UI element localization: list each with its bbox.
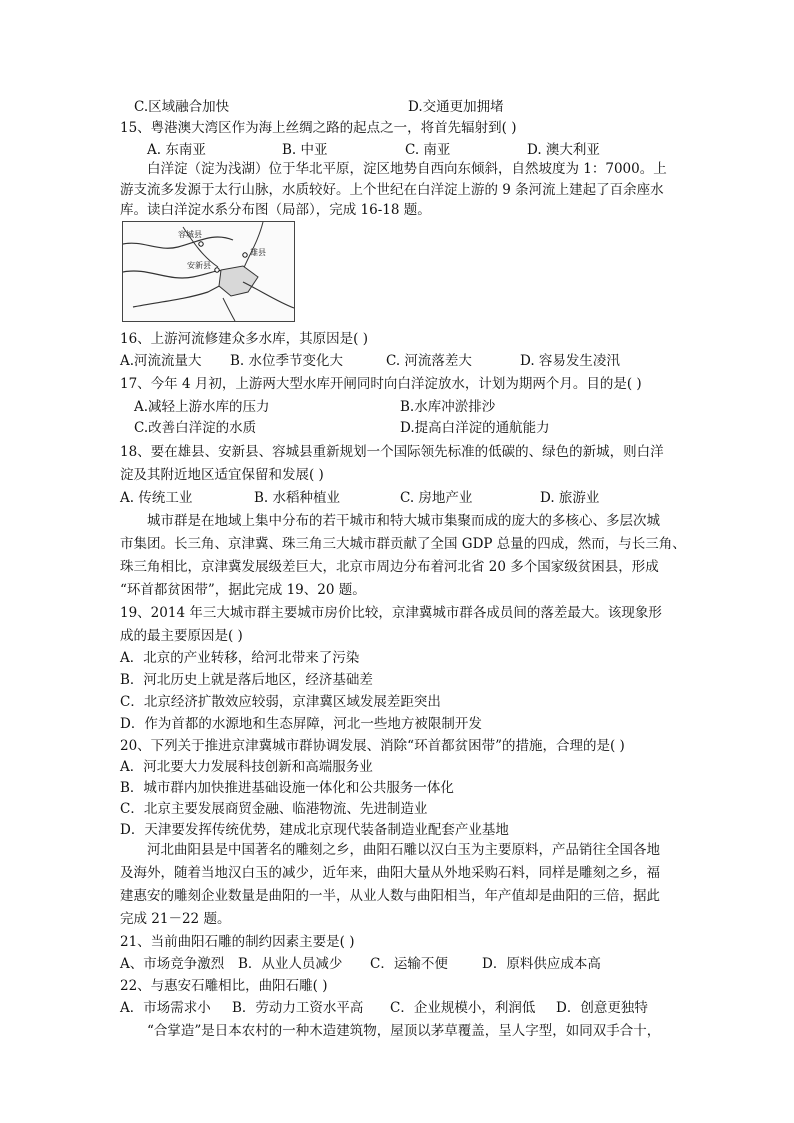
q18-option-d: D. 旅游业	[540, 490, 600, 506]
passage-4-line-1: “合掌造”是日本农村的一种木造建筑物，屋顶以茅草覆盖，呈人字型，如同双手合十，	[147, 1023, 661, 1039]
q17-option-a: A.减轻上游水库的压力	[134, 399, 270, 415]
river-line	[223, 298, 235, 321]
q22-option-d: D．创意更独特	[556, 1000, 648, 1016]
q17-option-b: B.水库冲淤排沙	[400, 399, 496, 415]
q15-option-b: B. 中亚	[282, 142, 328, 158]
q19-option-a: A．北京的产业转移，给河北带来了污染	[120, 650, 360, 666]
q17-option-d: D.提高白洋淀的通航能力	[400, 420, 550, 436]
passage-3-line-4: 完成 21－22 题。	[120, 911, 231, 927]
town-marker	[243, 253, 247, 257]
river-map-drawing	[123, 222, 294, 321]
question-15: 15、粤港澳大湾区作为海上丝绸之路的起点之一，将首先辐射到( )	[120, 120, 517, 136]
q20-option-d: D．天津要发挥传统优势，建成北京现代装备制造业配套产业基地	[120, 822, 509, 838]
question-19-line-2: 成的最主要原因是( )	[120, 628, 243, 644]
question-21: 21、当前曲阳石雕的制约因素主要是( )	[120, 934, 355, 950]
passage-3-line-3: 建惠安的雕刻企业数量是曲阳的一半，从业人数与曲阳相当，年产值却是曲阳的三倍，据此	[120, 888, 660, 904]
q21-option-a: A、市场竞争激烈	[120, 956, 225, 972]
question-22: 22、与惠安石雕相比，曲阳石雕( )	[120, 978, 328, 994]
baiyangdian-river-map	[122, 221, 295, 322]
q22-option-c: C．企业规模小，利润低	[390, 1000, 536, 1016]
passage-2-line-2: 市集团。长三角、京津冀、珠三角三大城市群贡献了全国 GDP 总量的四成，然而，与长三角、	[120, 536, 686, 552]
passage-3-line-2: 及海外，随着当地汉白玉的减少，近年来，曲阳大量从外地采购石料，同样是雕刻之乡，福	[120, 865, 660, 881]
passage-2-line-1: 城市群是在地域上集中分布的若干城市和特大城市集聚而成的庞大的多核心、多层次城	[147, 513, 660, 529]
map-label-rongcheng: 容城县	[178, 230, 202, 239]
q21-option-d: D．原料供应成本高	[482, 956, 601, 972]
q19-option-b: B．河北历史上就是落后地区，经济基础差	[120, 672, 373, 688]
q22-option-a: A．市场需求小	[120, 1000, 211, 1016]
question-18-line-1: 18、要在雄县、安新县、容城县重新规划一个国际领先标准的低碳的、绿色的新城，则白洋	[120, 444, 664, 460]
q16-option-c: C. 河流落差大	[386, 353, 472, 369]
passage-2-line-3: 珠三角相比，京津冀发展级差巨大，北京市周边分布着河北省 20 多个国家级贫困县，形成	[120, 559, 659, 575]
question-18-line-2: 淀及其附近地区适宜保留和发展( )	[120, 467, 324, 483]
q18-option-c: C. 房地产业	[400, 490, 473, 506]
q20-option-c: C．北京主要发展商贸金融、临港物流、先进制造业	[120, 801, 428, 817]
q21-option-b: B．从业人员减少	[238, 956, 343, 972]
passage-1-line-3: 库。读白洋淀水系分布图（局部），完成 16-18 题。	[120, 202, 431, 218]
passage-3-line-1: 河北曲阳县是中国著名的雕刻之乡，曲阳石雕以汉白玉为主要原料，产品销往全国各地	[147, 842, 660, 858]
river-line	[133, 284, 223, 307]
q20-option-b: B．城市群内加快推进基础设施一体化和公共服务一体化	[120, 780, 454, 796]
q16-option-a: A.河流流量大	[120, 353, 202, 369]
town-marker	[199, 242, 203, 246]
river-line	[243, 282, 294, 308]
q15-option-d: D. 澳大利亚	[527, 142, 600, 158]
question-16: 16、上游河流修建众多水库，其原因是( )	[120, 331, 369, 347]
town-marker	[215, 268, 219, 272]
q19-option-c: C．北京经济扩散效应较弱，京津冀区域发展差距突出	[120, 694, 441, 710]
lake-area	[219, 266, 258, 296]
q14-option-c: C.区域融合加快	[134, 99, 230, 115]
q15-option-c: C. 南亚	[405, 142, 451, 158]
map-label-anxin: 安新县	[187, 261, 211, 270]
q21-option-c: C．运输不便	[370, 956, 448, 972]
q18-option-b: B. 水稻种植业	[254, 490, 341, 506]
map-label-xiongxian: 雄县	[250, 248, 266, 257]
q16-option-b: B. 水位季节变化大	[230, 353, 344, 369]
passage-1-line-2: 游支流多发源于太行山脉，水质较好。上个世纪在白洋淀上游的 9 条河流上建起了百余座水	[120, 182, 664, 198]
river-line	[123, 271, 228, 278]
q20-option-a: A．河北要大力发展科技创新和高端服务业	[120, 759, 373, 775]
question-20: 20、下列关于推进京津冀城市群协调发展、消除“环首都贫困带”的措施，合理的是( )	[120, 738, 625, 754]
q18-option-a: A. 传统工业	[120, 490, 193, 506]
passage-1-line-1: 白洋淀（淀为浅湖）位于华北平原，淀区地势自西向东倾斜，自然坡度为 1：7000。上	[147, 161, 667, 177]
q22-option-b: B．劳动力工资水平高	[232, 1000, 364, 1016]
question-19-line-1: 19、2014 年三大城市群主要城市房价比较，京津冀城市群各成员间的落差最大。该现象形	[120, 605, 662, 621]
passage-2-line-4: “环首都贫困带”，据此完成 19、20 题。	[120, 582, 366, 598]
q14-option-d: D.交通更加拥堵	[408, 99, 504, 115]
q15-option-a: A. 东南亚	[147, 142, 206, 158]
question-17: 17、今年 4 月初，上游两大型水库开闸同时向白洋淀放水，计划为期两个月。目的是( )	[120, 376, 642, 392]
q17-option-c: C.改善白洋淀的水质	[134, 420, 257, 436]
q16-option-d: D. 容易发生凌汛	[520, 353, 620, 369]
q19-option-d: D．作为首都的水源地和生态屏障，河北一些地方被限制开发	[120, 716, 482, 732]
river-line	[243, 222, 263, 270]
